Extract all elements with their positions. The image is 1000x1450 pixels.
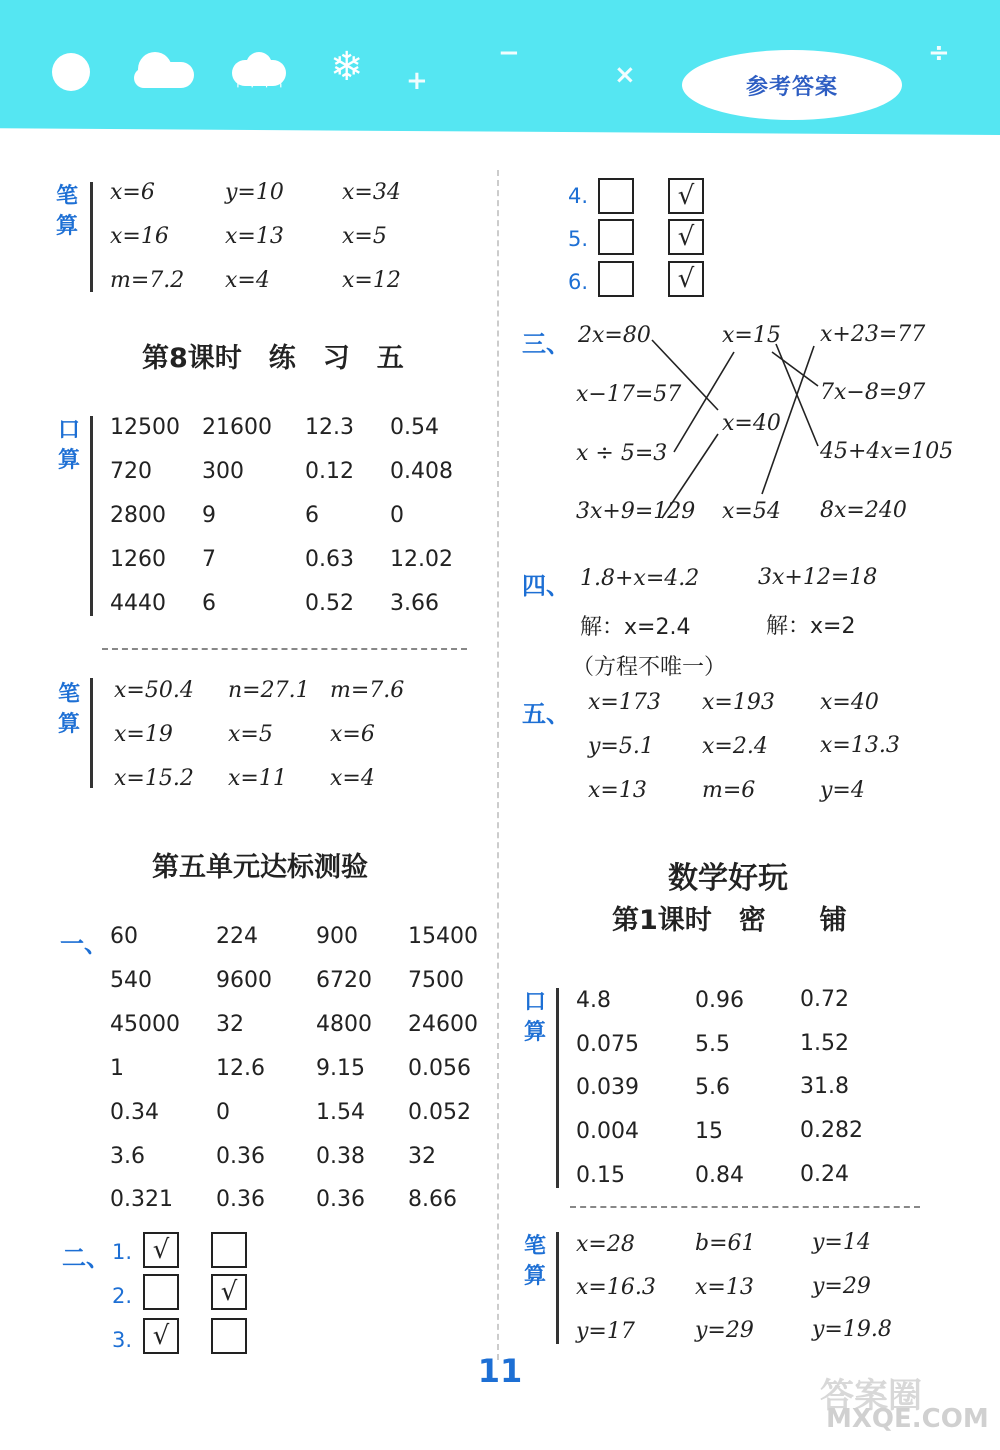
written-label: 笔 算 xyxy=(57,682,80,737)
answer: 0 xyxy=(216,1100,230,1125)
answer: 3.6 xyxy=(110,1144,145,1169)
answer: x=5 xyxy=(228,722,273,747)
check-box: √ xyxy=(668,178,704,214)
answer: 12.6 xyxy=(216,1056,265,1081)
answer: 2800 xyxy=(110,503,166,528)
answer: 6 xyxy=(305,503,319,528)
watermark-logo: 答案圈 xyxy=(820,1376,922,1416)
match-line xyxy=(674,352,734,452)
oral-label: 口 算 xyxy=(57,418,80,473)
item-number: 6. xyxy=(568,270,589,294)
equation: 3x+12=18 xyxy=(758,565,878,590)
answer: x=12 xyxy=(342,268,401,293)
answer: x=50.4 xyxy=(114,678,194,703)
answer: 7 xyxy=(202,547,216,572)
answer: b=61 xyxy=(695,1231,756,1256)
answer: x=11 xyxy=(228,766,287,791)
answer: 4.8 xyxy=(576,988,611,1013)
answer: 9.15 xyxy=(316,1056,365,1081)
dashed-separator xyxy=(570,1206,920,1208)
answer: 12.3 xyxy=(305,415,354,440)
answer: 9600 xyxy=(216,968,272,993)
answer: x=173 xyxy=(588,690,661,715)
written-label: 笔 算 xyxy=(523,1234,546,1289)
note: （方程不唯一） xyxy=(572,655,727,680)
answer: 32 xyxy=(408,1144,436,1169)
item-number: 2. xyxy=(112,1284,133,1308)
answer: 0.004 xyxy=(576,1119,639,1144)
answer: x=16.3 xyxy=(576,1275,656,1300)
equation: x ÷ 5=3 xyxy=(576,441,668,466)
answer: 1.54 xyxy=(316,1100,365,1125)
answer: 3.66 xyxy=(390,591,439,616)
answer: x=13 xyxy=(588,778,647,803)
answer: 0.72 xyxy=(800,987,849,1012)
item-number: 1. xyxy=(112,1240,133,1264)
answer: x=40 xyxy=(820,690,879,715)
equation: 2x=80 xyxy=(578,323,651,348)
page-number: 11 xyxy=(477,1352,523,1390)
answer: 540 xyxy=(110,968,152,993)
check-box: √ xyxy=(668,219,704,255)
answer: 0.052 xyxy=(408,1100,471,1125)
plus-icon: + xyxy=(406,66,428,96)
match-line xyxy=(772,352,818,386)
solution: 解：x=2.4 xyxy=(580,615,691,640)
answer: n=27.1 xyxy=(228,678,310,703)
answer: 0.282 xyxy=(800,1118,863,1143)
answer: 8.66 xyxy=(408,1187,457,1212)
match-line xyxy=(776,344,818,446)
answer: 0.15 xyxy=(576,1163,625,1188)
equation: 7x−8=97 xyxy=(820,380,926,405)
answer: 0.056 xyxy=(408,1056,471,1081)
answer: 0.54 xyxy=(390,415,439,440)
answer: 300 xyxy=(202,459,244,484)
solution: 解：x=2 xyxy=(766,614,856,639)
answer: y=29 xyxy=(695,1318,754,1343)
answer: x=193 xyxy=(702,690,775,715)
answer: x=4 xyxy=(330,766,375,791)
section-four-label: 四、 xyxy=(522,572,570,600)
answer: 32 xyxy=(216,1012,244,1037)
answer: x=15.2 xyxy=(114,766,194,791)
answer: 0 xyxy=(390,503,404,528)
answer: x=4 xyxy=(225,268,270,293)
answer: 1.52 xyxy=(800,1031,849,1056)
answer: 0.63 xyxy=(305,547,354,572)
answer: 0.38 xyxy=(316,1144,365,1169)
answer: 1260 xyxy=(110,547,166,572)
answer: x=16 xyxy=(110,224,169,249)
answer: 0.36 xyxy=(316,1187,365,1212)
answer: 0.36 xyxy=(216,1187,265,1212)
watermark-url: MXQE.COM xyxy=(826,1404,989,1434)
answer-badge-text: 参考答案 xyxy=(745,74,838,100)
fun-math-title: 数学好玩 xyxy=(668,861,788,896)
answer: y=29 xyxy=(812,1274,871,1299)
times-icon: × xyxy=(614,60,636,90)
answer: 720 xyxy=(110,459,152,484)
answer: 24600 xyxy=(408,1012,478,1037)
check-box: √ xyxy=(143,1318,179,1354)
answer: m=6 xyxy=(702,778,756,803)
answer: 4440 xyxy=(110,591,166,616)
section-two-label: 二、 xyxy=(62,1244,110,1272)
oral-label: 口 算 xyxy=(523,990,546,1045)
check-box: √ xyxy=(211,1274,247,1310)
answer: 31.8 xyxy=(800,1074,849,1099)
answer: m=7.6 xyxy=(330,678,405,703)
solution: x=54 xyxy=(722,499,781,524)
answer: 0.039 xyxy=(576,1075,639,1100)
answer: x=13.3 xyxy=(820,733,900,758)
equation: 1.8+x=4.2 xyxy=(580,566,700,591)
answer: 1 xyxy=(110,1056,124,1081)
answer: x=2.4 xyxy=(702,734,768,759)
answer: x=6 xyxy=(330,722,375,747)
section-five-label: 五、 xyxy=(522,700,570,728)
label-bar xyxy=(556,1232,559,1344)
item-number: 3. xyxy=(112,1328,133,1352)
answer: 0.408 xyxy=(390,459,453,484)
fun-lesson-title: 第1课时 密 铺 xyxy=(612,905,847,936)
answer: 0.24 xyxy=(800,1162,849,1187)
label-bar xyxy=(556,988,559,1188)
answer: x=5 xyxy=(342,224,387,249)
answer: 224 xyxy=(216,924,258,949)
answer: x=19 xyxy=(114,722,173,747)
answer: 0.34 xyxy=(110,1100,159,1125)
answer: 6 xyxy=(202,591,216,616)
equation: x−17=57 xyxy=(576,382,682,407)
check-box: √ xyxy=(668,261,704,297)
equation: 3x+9=129 xyxy=(576,499,696,524)
answer: m=7.2 xyxy=(110,268,185,293)
written-label: 笔 算 xyxy=(55,184,78,239)
answer: 60 xyxy=(110,924,138,949)
lesson8-title: 第8课时 练 习 五 xyxy=(142,343,404,374)
answer: y=5.1 xyxy=(588,734,654,759)
answer: x=13 xyxy=(695,1275,754,1300)
answer: 0.321 xyxy=(110,1187,173,1212)
section-one-label: 一、 xyxy=(60,930,108,958)
answer: y=19.8 xyxy=(812,1317,892,1342)
answer: x=13 xyxy=(225,224,284,249)
answer: 0.12 xyxy=(305,459,354,484)
equation: x+23=77 xyxy=(820,322,926,347)
answer: 6720 xyxy=(316,968,372,993)
answer: y=14 xyxy=(812,1230,871,1255)
answer: 12500 xyxy=(110,415,180,440)
equation: 8x=240 xyxy=(820,498,907,523)
solution: x=15 xyxy=(722,323,781,348)
unit5-title: 第五单元达标测验 xyxy=(152,852,368,883)
answer: y=17 xyxy=(576,1319,635,1344)
answer: 5.6 xyxy=(695,1075,730,1100)
answer: 900 xyxy=(316,924,358,949)
answer: x=34 xyxy=(342,180,401,205)
answer: 0.84 xyxy=(695,1163,744,1188)
divide-icon: ÷ xyxy=(928,38,950,68)
answer: y=10 xyxy=(225,180,284,205)
check-box: √ xyxy=(143,1232,179,1268)
section-three-label: 三、 xyxy=(522,330,570,358)
item-number: 5. xyxy=(568,227,589,251)
answer: 15 xyxy=(695,1119,723,1144)
answer: 15400 xyxy=(408,924,478,949)
answer: 0.075 xyxy=(576,1032,639,1057)
answer: x=28 xyxy=(576,1232,635,1257)
answer: 4800 xyxy=(316,1012,372,1037)
minus-icon: − xyxy=(498,38,520,68)
answer: y=4 xyxy=(820,778,865,803)
solution: x=40 xyxy=(722,411,781,436)
answer: 45000 xyxy=(110,1012,180,1037)
answer: 9 xyxy=(202,503,216,528)
equation: 45+4x=105 xyxy=(820,439,954,464)
snowflake-icon: ❄ xyxy=(330,44,364,90)
answer: x=6 xyxy=(110,180,155,205)
answer: 0.52 xyxy=(305,591,354,616)
answer: 12.02 xyxy=(390,547,453,572)
answer: 0.36 xyxy=(216,1144,265,1169)
answer: 5.5 xyxy=(695,1032,730,1057)
answer: 0.96 xyxy=(695,988,744,1013)
item-number: 4. xyxy=(568,184,589,208)
answer: 7500 xyxy=(408,968,464,993)
answer: 21600 xyxy=(202,415,272,440)
